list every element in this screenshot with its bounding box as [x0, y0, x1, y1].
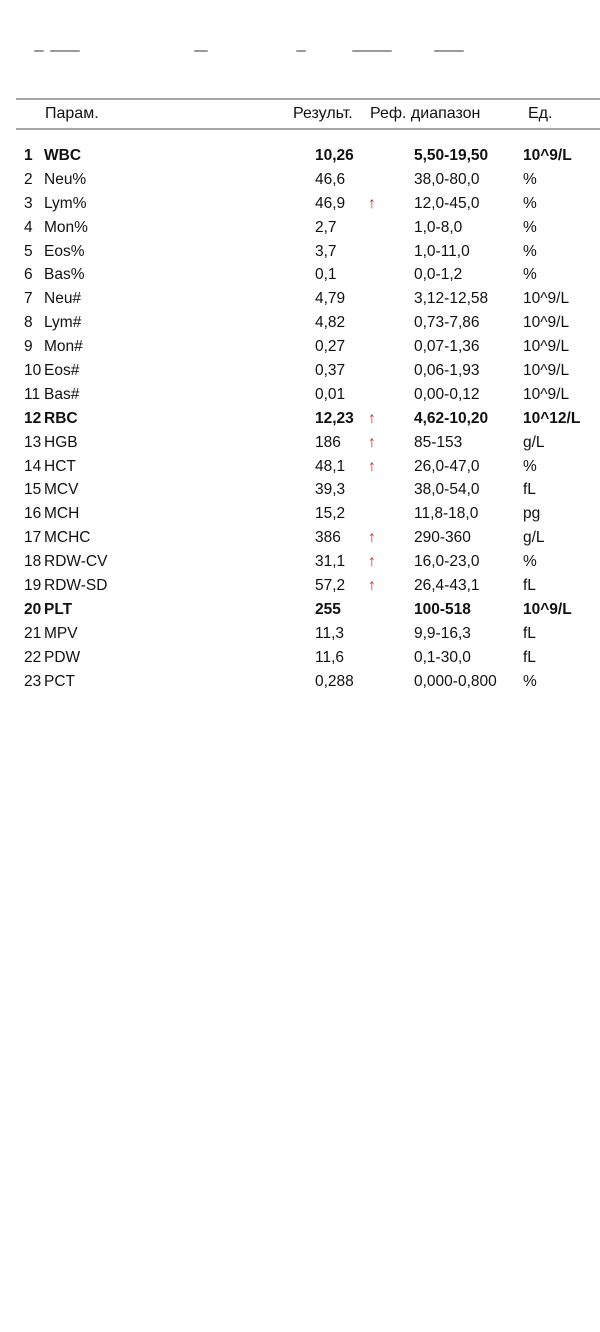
table-row [0, 144, 600, 168]
param-name: Eos# [44, 362, 80, 380]
table-row [0, 526, 600, 550]
row-number: 9 [24, 338, 33, 356]
param-name: Lym# [44, 314, 82, 332]
table-row [0, 168, 600, 192]
table-row [0, 216, 600, 240]
high-flag-icon: ↑ [368, 457, 376, 475]
param-name: MCV [44, 481, 79, 499]
reference-range: 1,0-11,0 [414, 242, 470, 260]
result-value: 4,82 [315, 314, 346, 332]
unit: % [523, 194, 537, 212]
high-flag-icon: ↑ [368, 553, 376, 571]
reference-range: 3,12-12,58 [414, 290, 489, 308]
row-number: 7 [24, 290, 33, 308]
param-name: Bas% [44, 266, 85, 284]
param-name: Mon% [44, 218, 88, 236]
unit: 10^9/L [523, 600, 572, 618]
table-header [0, 105, 600, 125]
column-header-result: Результ. [293, 105, 353, 122]
high-flag-icon: ↑ [368, 577, 376, 595]
reference-range: 9,9-16,3 [414, 624, 471, 642]
table-row [0, 550, 600, 574]
param-name: RDW-CV [44, 553, 108, 571]
row-number: 3 [24, 194, 33, 212]
table-row [0, 287, 600, 311]
param-name: PCT [44, 672, 75, 690]
reference-range: 16,0-23,0 [414, 553, 480, 571]
row-number: 16 [24, 505, 42, 523]
row-number: 4 [24, 218, 33, 236]
high-flag-icon: ↑ [368, 529, 376, 547]
result-value: 386 [315, 529, 341, 547]
result-value: 11,6 [315, 648, 345, 666]
unit: % [523, 218, 537, 236]
result-value: 46,6 [315, 170, 346, 188]
table-row [0, 335, 600, 359]
param-name: Bas# [44, 385, 80, 403]
reference-range: 0,73-7,86 [414, 314, 480, 332]
row-number: 19 [24, 577, 42, 595]
unit: % [523, 672, 537, 690]
row-number: 17 [24, 529, 42, 547]
row-number: 1 [24, 147, 33, 164]
row-number: 21 [24, 624, 42, 642]
reference-range: 26,0-47,0 [414, 457, 480, 475]
row-number: 11 [24, 385, 41, 403]
result-value: 12,23 [315, 409, 354, 427]
high-flag-icon: ↑ [368, 194, 376, 212]
unit: % [523, 266, 537, 284]
reference-range: 0,0-1,2 [414, 266, 463, 284]
result-value: 186 [315, 433, 341, 451]
param-name: Lym% [44, 194, 87, 212]
table-row [0, 192, 600, 216]
unit: 10^9/L [523, 362, 570, 380]
param-name: HGB [44, 433, 78, 451]
result-value: 57,2 [315, 577, 346, 595]
row-number: 14 [24, 457, 42, 475]
unit: % [523, 553, 537, 571]
column-header-param: Парам. [45, 105, 99, 122]
table-row [0, 646, 600, 670]
table-row [0, 502, 600, 526]
table-row [0, 670, 600, 694]
row-number: 5 [24, 242, 33, 260]
reference-range: 0,000-0,800 [414, 672, 497, 690]
result-value: 0,37 [315, 362, 346, 380]
table-row [0, 622, 600, 646]
unit: fL [523, 624, 536, 642]
unit: % [523, 170, 537, 188]
param-name: Mon# [44, 338, 83, 356]
high-flag-icon: ↑ [368, 409, 376, 427]
cropped-header-text [34, 50, 474, 60]
table-row [0, 455, 600, 479]
row-number: 15 [24, 481, 42, 499]
table-row [0, 240, 600, 264]
param-name: MCH [44, 505, 80, 523]
reference-range: 4,62-10,20 [414, 409, 489, 427]
unit: 10^9/L [523, 338, 570, 356]
unit: 10^12/L [523, 409, 581, 427]
result-value: 4,79 [315, 290, 346, 308]
row-number: 12 [24, 409, 42, 427]
param-name: Neu% [44, 170, 87, 188]
row-number: 18 [24, 553, 42, 571]
result-value: 3,7 [315, 242, 337, 260]
param-name: HCT [44, 457, 76, 475]
reference-range: 5,50-19,50 [414, 147, 489, 164]
result-value: 15,2 [315, 505, 346, 523]
column-header-unit: Ед. [528, 105, 553, 122]
row-number: 13 [24, 433, 42, 451]
param-name: RBC [44, 409, 78, 427]
unit: fL [523, 577, 536, 595]
unit: pg [523, 505, 541, 523]
param-name: PLT [44, 600, 73, 618]
unit: 10^9/L [523, 290, 570, 308]
unit: fL [523, 481, 536, 499]
reference-range: 100-518 [414, 600, 471, 618]
param-name: WBC [44, 147, 82, 164]
unit: fL [523, 648, 536, 666]
unit: 10^9/L [523, 147, 572, 164]
table-row [0, 598, 600, 622]
reference-range: 38,0-54,0 [414, 481, 480, 499]
result-value: 0,01 [315, 385, 346, 403]
result-value: 0,288 [315, 672, 354, 690]
row-number: 10 [24, 362, 42, 380]
reference-range: 0,06-1,93 [414, 362, 480, 380]
param-name: Eos% [44, 242, 85, 260]
unit: g/L [523, 433, 545, 451]
table-row [0, 311, 600, 335]
column-header-ref-range: Реф. диапазон [370, 105, 481, 122]
row-number: 20 [24, 600, 42, 618]
param-name: PDW [44, 648, 81, 666]
row-number: 23 [24, 672, 42, 690]
result-value: 31,1 [315, 553, 346, 571]
param-name: Neu# [44, 290, 82, 308]
result-value: 10,26 [315, 147, 354, 164]
reference-range: 0,00-0,12 [414, 385, 480, 403]
result-value: 39,3 [315, 481, 346, 499]
unit: % [523, 242, 537, 260]
table-header-rule [16, 128, 600, 130]
results-table [0, 144, 600, 693]
result-value: 0,1 [315, 266, 337, 284]
result-value: 0,27 [315, 338, 346, 356]
table-row [0, 263, 600, 287]
result-value: 255 [315, 600, 341, 618]
reference-range: 38,0-80,0 [414, 170, 480, 188]
table-row [0, 383, 600, 407]
reference-range: 0,07-1,36 [414, 338, 480, 356]
reference-range: 290-360 [414, 529, 471, 547]
result-value: 11,3 [315, 624, 345, 642]
reference-range: 12,0-45,0 [414, 194, 480, 212]
row-number: 22 [24, 648, 42, 666]
reference-range: 0,1-30,0 [414, 648, 471, 666]
reference-range: 85-153 [414, 433, 463, 451]
row-number: 8 [24, 314, 33, 332]
reference-range: 11,8-18,0 [414, 505, 479, 523]
row-number: 2 [24, 170, 33, 188]
table-row [0, 407, 600, 431]
unit: % [523, 457, 537, 475]
row-number: 6 [24, 266, 33, 284]
result-value: 46,9 [315, 194, 346, 212]
reference-range: 1,0-8,0 [414, 218, 463, 236]
param-name: RDW-SD [44, 577, 108, 595]
result-value: 2,7 [315, 218, 337, 236]
result-value: 48,1 [315, 457, 346, 475]
reference-range: 26,4-43,1 [414, 577, 480, 595]
param-name: MPV [44, 624, 78, 642]
unit: 10^9/L [523, 385, 570, 403]
high-flag-icon: ↑ [368, 433, 376, 451]
table-top-rule [16, 98, 600, 100]
table-row [0, 431, 600, 455]
unit: 10^9/L [523, 314, 570, 332]
table-row [0, 574, 600, 598]
unit: g/L [523, 529, 545, 547]
table-row [0, 478, 600, 502]
param-name: MCHC [44, 529, 91, 547]
table-row [0, 359, 600, 383]
